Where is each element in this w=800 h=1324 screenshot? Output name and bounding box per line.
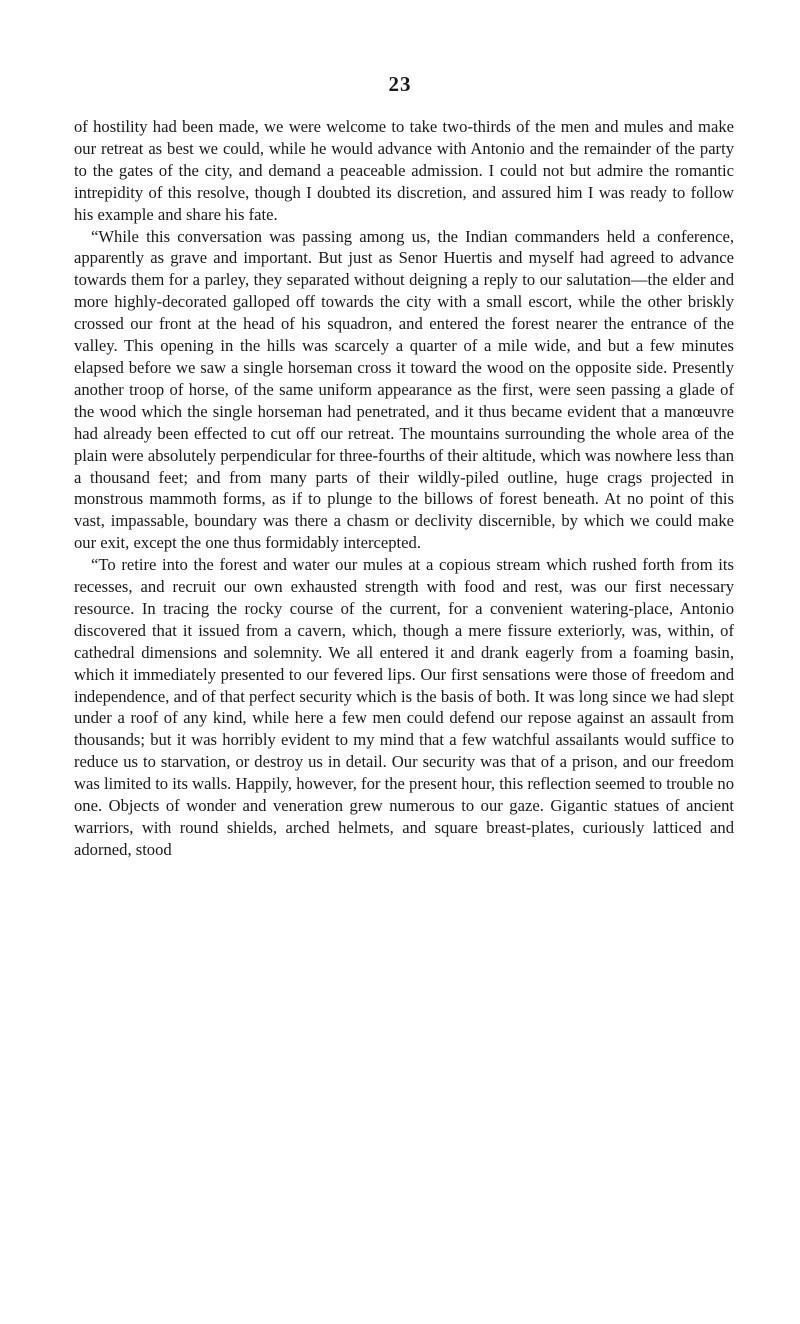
paragraph-continuation: of hostility had been made, we were welcome to take two-thirds of the men and mules and make our retreat as best we could, while he would advance with Antonio and the remainder of the party to the gates of the city, and demand a peaceable admission. I could not but admire the romantic intrepidity of this resolve, though I doubted its discretion, and assured him I was ready to follow his example and share his fate.: [74, 117, 734, 224]
paragraph-conversation: “While this conversation was passing among us, the Indian commanders held a conference, apparently as grave and important. But just as Senor Huertis and myself had agreed to advance towards them for a parley, they separated without deigning a reply to our salutation—the elder and more highly-decorated galloped off towards the city with a small escort, while the other briskly crossed our front at the head of his squadron, and entered the forest nearer the entrance of the valley. This opening in the hills was scarcely a quarter of a mile wide, and but a few minutes elapsed before we saw a single horseman cross it toward the wood on the opposite side. Presently another troop of horse, of the same uniform appearance as the first, were seen passing a glade of the wood which the single horseman had penetrated, and it thus became evident that a manœuvre had already been effected to cut off our retreat. The mountains surrounding the whole area of the plain were absolutely perpendicular for three-fourths of their altitude, which was nowhere less than a thousand feet; and from many parts of their wildly-piled outline, huge crags projected in monstrous mammoth forms, as if to plunge to the billows of forest beneath. At no point of this vast, impassable, boundary was there a chasm or declivity discernible, by which we could make our exit, except the one thus formidably intercepted.: [74, 226, 734, 553]
body-text: [74, 116, 734, 861]
page-number: 23: [388, 72, 412, 96]
paragraph-cavern: “To retire into the forest and water our mules at a copious stream which rushed forth from its recesses, and recruit our own exhausted strength with food and rest, was our first necessary resource. In tracing the rocky course of the current, for a convenient watering-place, Antonio discovered that it issued from a cavern, which, though a mere fissure exteriorly, was, within, of cathedral dimensions and solemnity. We all entered it and drank eagerly from a foaming basin, which it immediately presented to our fevered lips. Our first sensations were those of freedom and independence, and of that perfect security which is the basis of both. It was long since we had slept under a roof of any kind, while here a few men could defend our repose against an assault from thousands; but it was horribly evident to my mind that a few watchful assailants would suffice to reduce us to starvation, or destroy us in detail. Our security was that of a prison, and our freedom was limited to its walls. Happily, however, for the present hour, this reflection seemed to trouble no one. Objects of wonder and veneration grew numerous to our gaze. Gigantic statues of ancient warriors, with round shields, arched helmets, and square breast-plates, curiously latticed and adorned, stood: [74, 555, 734, 859]
